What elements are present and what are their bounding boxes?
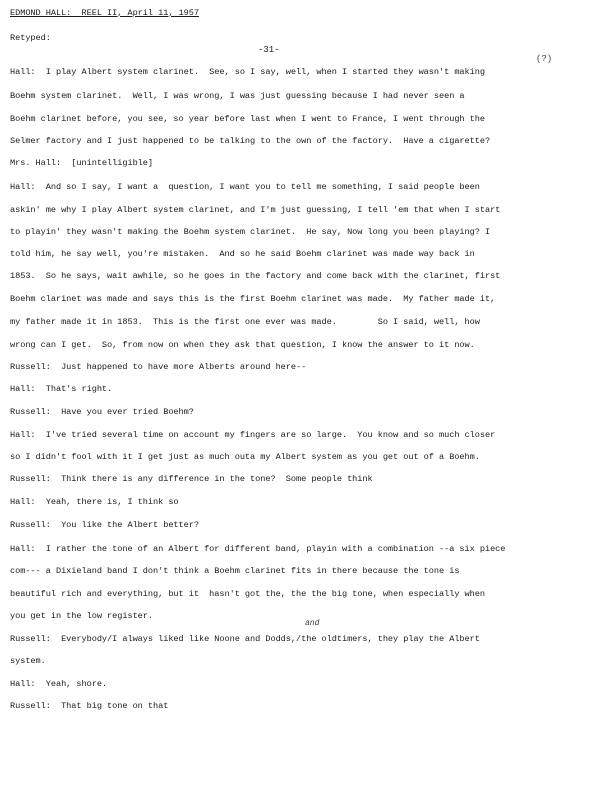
transcript-line: Hall: That's right. <box>10 384 113 394</box>
transcript-line: 1853. So he says, wait awhile, so he goes in the factory and come back with the clarinet, first <box>10 271 501 281</box>
transcript-line: my father made it in 1853. This is the first one ever was made. So I said, well, how <box>10 317 480 327</box>
transcript-line: Hall: And so I say, I want a question, I want you to tell me something, I said people been <box>10 182 480 192</box>
transcript-line: Mrs. Hall: [unintelligible] <box>10 158 153 168</box>
transcript-line: Hall: I rather the tone of an Albert for different band, playin with a combination --a six piece <box>10 544 506 554</box>
transcript-line: Hall: Yeah, there is, I think so <box>10 497 179 507</box>
page-number: -31- <box>258 45 280 55</box>
transcript-line: you get in the low register. <box>10 611 153 621</box>
transcript-line: Russell: Everybody/I always liked like Noone and Dodds,/the oldtimers, they play the Albert <box>10 634 480 644</box>
transcript-line: Boehm clarinet before, you see, so year before last when I went to France, I went through the <box>10 114 485 124</box>
transcript-line: system. <box>10 656 46 666</box>
transcript-line: Russell: Just happened to have more Alberts around here-- <box>10 362 307 372</box>
transcript-line: Hall: I've tried several time on account my fingers are so large. You know and so much closer <box>10 430 496 440</box>
transcript-line: so I didn't fool with it I get just as much outa my Albert system as you get out of a Boehm. <box>10 452 480 462</box>
transcript-line: Selmer factory and I just happened to be talking to the own of the factory. Have a cigarette? <box>10 136 491 146</box>
transcript-line: askin' me why I play Albert system clarinet, and I'm just guessing, I tell 'em that when I start <box>10 205 501 215</box>
transcript-line: Boehm system clarinet. Well, I was wrong, I was just guessing because I had never seen a <box>10 91 465 101</box>
transcript-line: beautiful rich and everything, but it hasn't got the, the the big tone, when especially when <box>10 589 485 599</box>
transcript-line: com--- a Dixieland band I don't think a Boehm clarinet fits in there because the tone is <box>10 566 460 576</box>
transcript-line: Hall: Yeah, shore. <box>10 679 108 689</box>
transcript-line: told him, he say well, you're mistaken. And so he said Boehm clarinet was made way back in <box>10 249 475 259</box>
transcript-line: to playin' they wasn't making the Boehm system clarinet. He say, Now long you been playing? I <box>10 227 491 237</box>
transcript-line: wrong can I get. So, from now on when they ask that question, I know the answer to it now. <box>10 340 475 350</box>
handwritten-insert: and <box>305 619 320 628</box>
transcript-line: Russell: You like the Albert better? <box>10 520 199 530</box>
transcript-line: Russell: Have you ever tried Boehm? <box>10 407 194 417</box>
transcript-line: Russell: That big tone on that <box>10 701 169 711</box>
handwritten-mark: (?) <box>536 54 553 64</box>
transcript-line: Hall: I play Albert system clarinet. See, so I say, well, when I started they wasn't making <box>10 67 485 77</box>
transcript-line: Boehm clarinet was made and says this is the first Boehm clarinet was made. My father made it, <box>10 294 496 304</box>
reel-header: EDMOND HALL: REEL II, April 11, 1957 <box>10 8 199 18</box>
transcript-line: Russell: Think there is any difference in the tone? Some people think <box>10 474 373 484</box>
retyped-label: Retyped: <box>10 33 51 43</box>
